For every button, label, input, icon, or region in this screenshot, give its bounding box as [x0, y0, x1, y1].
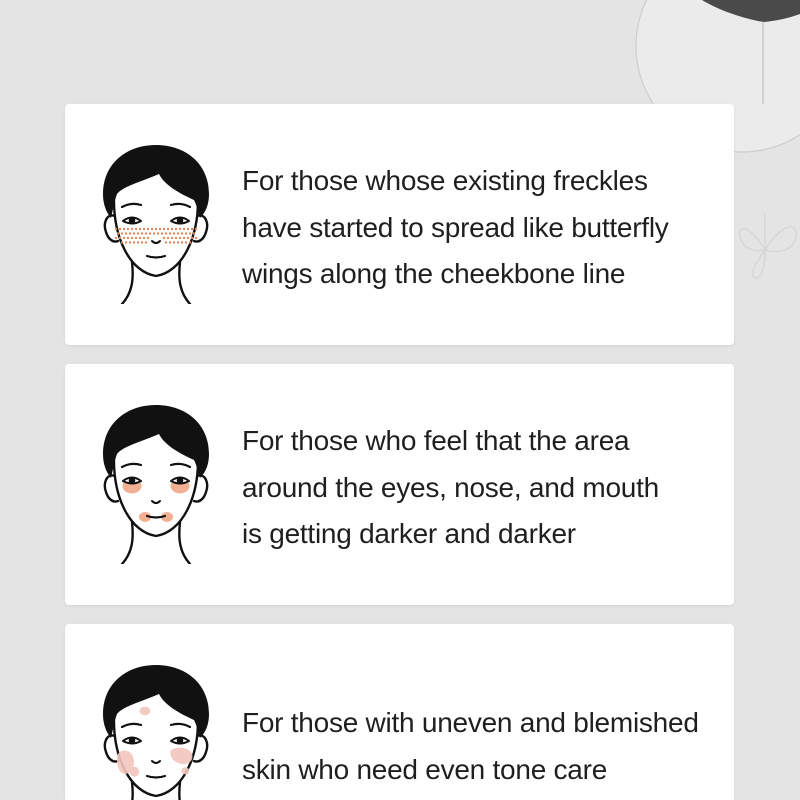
freckle-dot: [139, 237, 141, 239]
freckle-dot: [185, 232, 187, 234]
freckle-dot: [195, 237, 197, 239]
freckle-dot: [125, 241, 127, 243]
card-text-line: around the eyes, nose, and mouth: [242, 471, 659, 503]
freckle-dot: [179, 228, 181, 230]
freckle-dot: [157, 232, 159, 234]
freckle-dot: [133, 241, 135, 243]
freckle-dot: [169, 232, 171, 234]
card-text: [242, 700, 699, 793]
freckle-dot: [187, 237, 189, 239]
freckle-dot: [145, 241, 147, 243]
face-uneven-tone-icon: [101, 664, 211, 800]
freckle-dot: [159, 228, 161, 230]
freckle-dot: [181, 241, 183, 243]
freckle-dot: [171, 228, 173, 230]
freckle-dot: [151, 228, 153, 230]
freckle-dot: [115, 237, 117, 239]
freckle-dot: [195, 228, 197, 230]
card-text-line: For those whose existing freckles: [242, 165, 648, 196]
freckle-dot: [123, 228, 125, 230]
freckle-dot: [183, 237, 185, 239]
freckle-dot: [171, 237, 173, 239]
freckle-dot: [137, 232, 139, 234]
freckle-dot: [147, 237, 149, 239]
face-head-shape: [103, 145, 209, 304]
freckle-dot: [181, 232, 183, 234]
freckle-dot: [169, 241, 171, 243]
freckle-dot: [163, 237, 165, 239]
freckle-dot: [191, 228, 193, 230]
freckle-dot: [167, 228, 169, 230]
freckle-dot: [121, 232, 123, 234]
card-text-line: For those with uneven and blemished: [242, 707, 699, 738]
freckle-dot: [163, 228, 165, 230]
card-text: [242, 158, 669, 298]
freckle-dot: [149, 232, 151, 234]
card-text-line: is getting darker and darker: [242, 518, 576, 549]
face-head-shape: [103, 665, 209, 800]
freckle-dot: [173, 232, 175, 234]
freckle-dot: [139, 228, 141, 230]
freckle-dot: [125, 232, 127, 234]
card-text-line: skin who need even tone care: [242, 753, 608, 785]
freckle-dot: [193, 232, 195, 234]
freckle-dot: [183, 228, 185, 230]
freckle-dot: [145, 232, 147, 234]
freckle-dot: [175, 228, 177, 230]
face-dark-areas-icon: [101, 404, 211, 564]
freckle-dot: [161, 232, 163, 234]
freckle-dot: [187, 228, 189, 230]
freckle-dot: [137, 241, 139, 243]
freckle-dot: [191, 237, 193, 239]
freckle-dot: [121, 241, 123, 243]
face-freckles-icon: [101, 144, 211, 304]
freckle-dot: [133, 232, 135, 234]
card-text-line: For those who feel that the area: [242, 425, 630, 456]
freckle-dot: [167, 237, 169, 239]
freckle-dot: [177, 241, 179, 243]
freckle-dot: [127, 228, 129, 230]
freckle-dot: [143, 228, 145, 230]
freckle-dot: [117, 232, 119, 234]
freckle-dot: [123, 237, 125, 239]
freckle-dot: [147, 228, 149, 230]
freckle-dot: [179, 237, 181, 239]
freckle-dot: [165, 232, 167, 234]
freckle-dot: [141, 241, 143, 243]
freckle-dot: [153, 232, 155, 234]
freckle-dot: [143, 237, 145, 239]
freckle-dot: [127, 237, 129, 239]
freckle-dot: [131, 237, 133, 239]
freckle-dot: [131, 228, 133, 230]
freckle-dot: [177, 232, 179, 234]
freckle-dot: [173, 241, 175, 243]
card-text-line: have started to spread like butterfly: [242, 211, 669, 243]
concern-card-dark-areas: [65, 364, 734, 605]
freckle-dot: [189, 232, 191, 234]
card-text: [242, 418, 659, 558]
face-head-shape: [103, 405, 209, 564]
freckle-dot: [135, 237, 137, 239]
freckle-dot: [119, 237, 121, 239]
freckle-dot: [115, 228, 117, 230]
freckle-dot: [135, 228, 137, 230]
freckle-dot: [175, 237, 177, 239]
concern-card-freckles: [65, 104, 734, 345]
freckle-dot: [119, 228, 121, 230]
cheek-blemish: [181, 767, 189, 774]
butterfly-icon: [740, 214, 796, 278]
freckle-dot: [129, 232, 131, 234]
freckle-dot: [165, 241, 167, 243]
freckle-dot: [129, 241, 131, 243]
freckle-dot: [185, 241, 187, 243]
freckle-dot: [141, 232, 143, 234]
freckle-dot: [155, 228, 157, 230]
concern-card-uneven-tone: [65, 624, 734, 800]
freckle-dot: [189, 241, 191, 243]
card-text-line: wings along the cheekbone line: [242, 258, 626, 289]
